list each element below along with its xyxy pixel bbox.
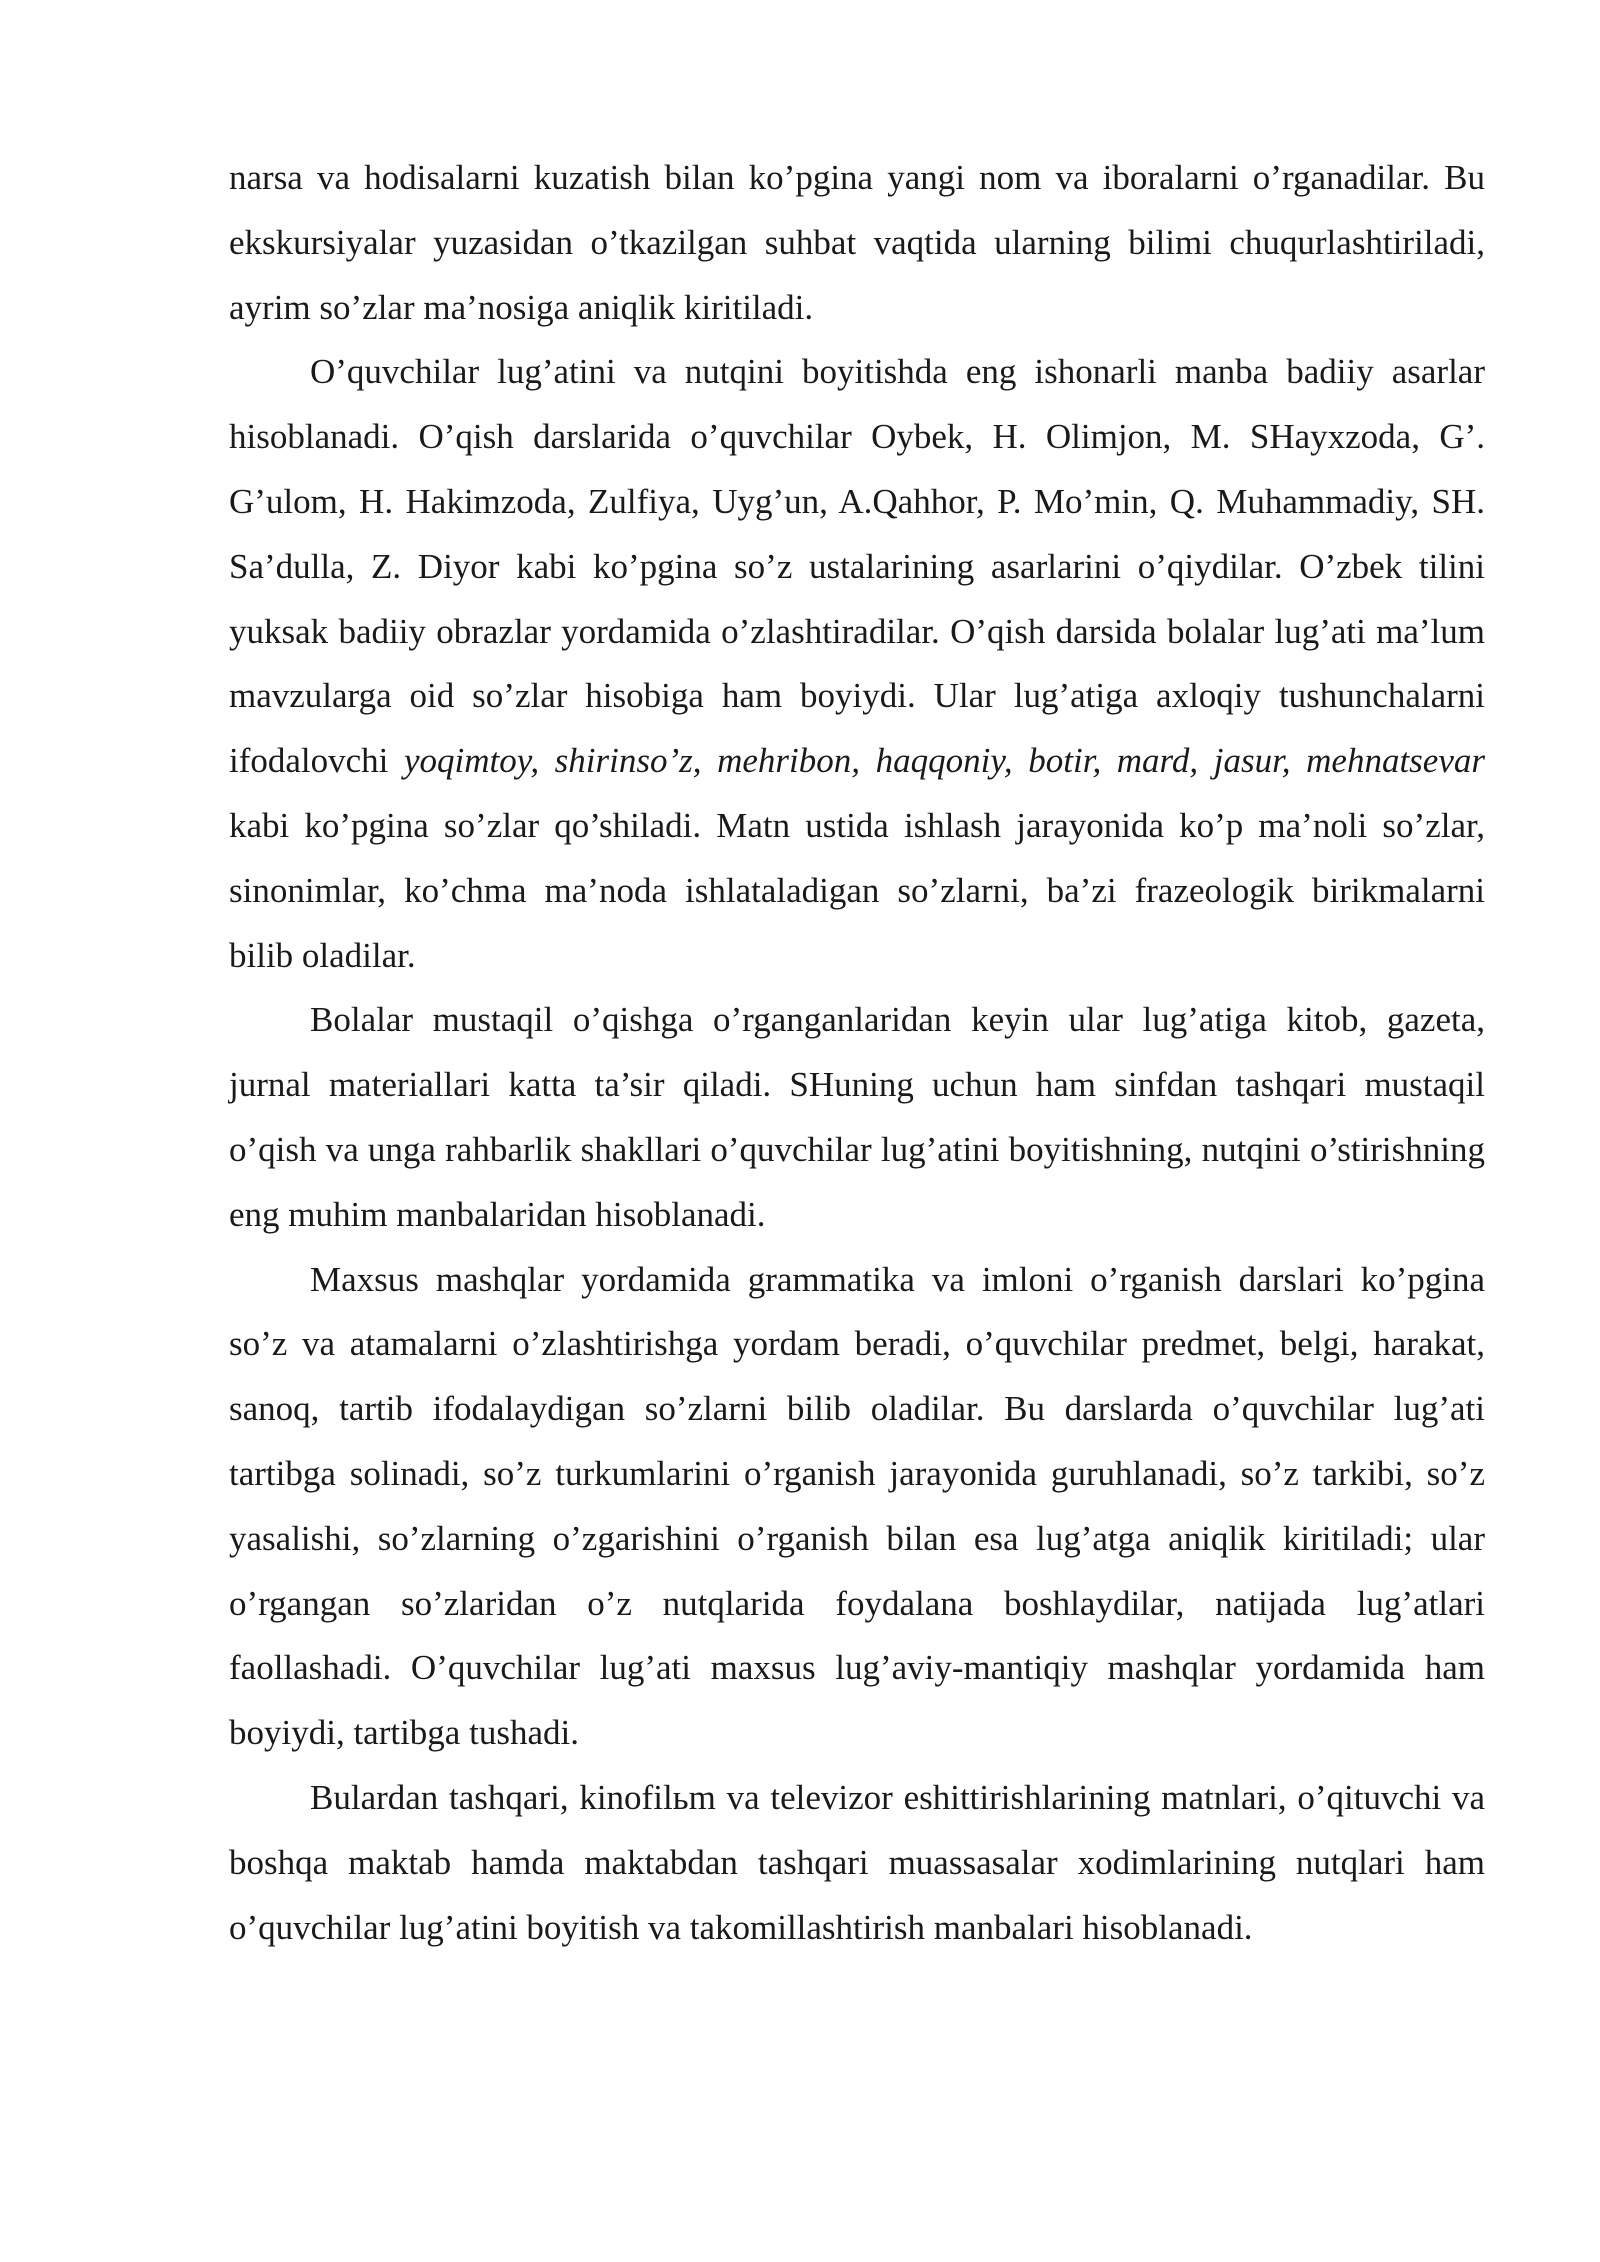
- paragraph-independent-reading: [229, 988, 1485, 1247]
- paragraph-other-sources: [229, 1766, 1485, 1960]
- paragraph-text: narsa va hodisalarni kuzatish bilan ko’pgina yangi nom va iboralarni o’rganadilar. Bu ekskursiyalar yuzasidan o’tkazilgan suhbat vaqtida ularning bilimi chuqurlashtiriladi, ayrim so’zlar ma’nosiga aniqlik kiritiladi.: [229, 158, 1485, 327]
- paragraph-continuation: [229, 146, 1485, 340]
- paragraph-special-exercises: [229, 1248, 1485, 1766]
- paragraph-text: Maxsus mashqlar yordamida grammatika va imloni o’rganish darslari ko’pgina so’z va atamalarni o’zlashtirishga yordam beradi, o’quvchilar predmet, belgi, harakat, sanoq, tartib ifodalaydigan so’zlarni bilib oladilar. Bu darslarda o’quvchilar lug’ati tartibga solinadi, so’z turkumlarini o’rganish jarayonida guruhlanadi, so’z tarkibi, so’z yasalishi, so’zlarning o’zgarishini o’rganish bilan esa lug’atga aniqlik kiritiladi; ular o’rgangan so’zlaridan o’z nutqlarida foydalana boshlaydilar, natijada lug’atlari faollashadi. O’quvchilar lug’ati maxsus lug’aviy-mantiqiy mashqlar yordamida ham boyiydi, tartibga tushadi.: [229, 1259, 1485, 1753]
- paragraph-text: O’quvchilar lug’atini va nutqini boyitishda eng ishonarli manba badiiy asarlar hisoblanadi. O’qish darslarida o’quvchilar Oybek, H. Olimjon, M. SHayxzoda, G’. G’ulom, H. Hakimzoda, Zulfiya, Uyg’un, A.Qahhor, P. Mo’min, Q. Muhammadiy, SH. Sa’dulla, Z. Diyor kabi ko’pgina so’z ustalarining asarlarini o’qiydilar. O’zbek tilini yuksak badiiy obrazlar yordamida o’zlashtiradilar. O’qish darsida bolalar lug’ati ma’lum mavzularga oid so’zlar hisobiga ham boyiydi. Ular lug’atiga axloqiy tushunchalarni ifodalovchi: [229, 352, 1485, 781]
- paragraph-text: Bolalar mustaqil o’qishga o’rganganlaridan keyin ular lug’atiga kitob, gazeta, jurnal materiallari katta ta’sir qiladi. SHuning uchun ham sinfdan tashqari mustaqil o’qish va unga rahbarlik shakllari o’quvchilar lug’atini boyitishning, nutqini o’stirishning eng muhim manbalaridan hisoblanadi.: [229, 1000, 1485, 1234]
- paragraph-literary-sources: [229, 340, 1485, 988]
- paragraph-text: kabi ko’pgina so’zlar qo’shiladi. Matn ustida ishlash jarayonida ko’p ma’noli so’zlar, sinonimlar, ko’chma ma’noda ishlataladigan so’zlarni, ba’zi frazeologik birikmalarni bilib oladilar.: [229, 805, 1485, 975]
- document-body: [229, 146, 1485, 1960]
- italic-word-list: yoqimtoy, shirinso’z, mehribon, haqqoniy, botir, mard, jasur, mehnatsevar: [403, 741, 1485, 781]
- paragraph-text: Bulardan tashqari, kinofilьm va televizor eshittirishlarining matnlari, o’qituvchi va boshqa maktab hamda maktabdan tashqari muassasalar xodimlarining nutqlari ham o’quvchilar lug’atini boyitish va takomillashtirish manbalari hisoblanadi.: [229, 1777, 1485, 1947]
